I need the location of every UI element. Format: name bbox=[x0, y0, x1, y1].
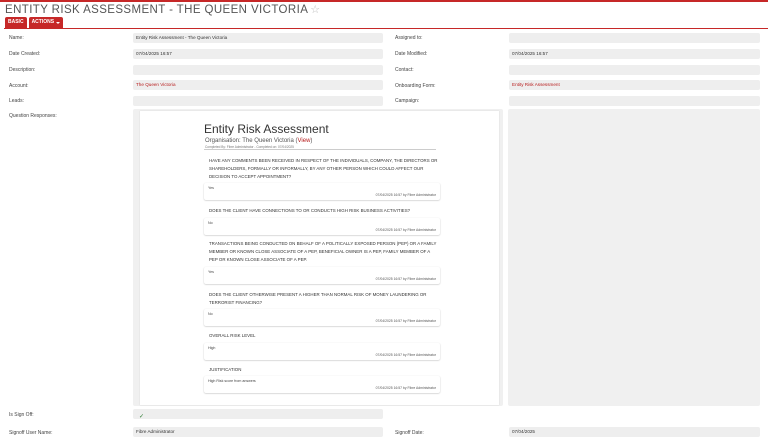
tab-bar bbox=[5, 17, 63, 28]
document-divider bbox=[204, 149, 436, 150]
campaign-value[interactable] bbox=[509, 96, 760, 106]
is-sign-off-label: Is Sign Off: bbox=[9, 412, 34, 418]
onboarding-form-label: Onboarding Form: bbox=[395, 83, 436, 89]
answer-2-meta: 07/04/2025 16:57 by Fibre Administrator bbox=[375, 228, 436, 232]
answer-4-meta: 07/04/2025 16:57 by Fibre Administrator bbox=[375, 319, 436, 323]
answer-card-4 bbox=[204, 309, 440, 326]
tab-actions-label: ACTIONS bbox=[31, 19, 55, 25]
document-title: Entity Risk Assessment bbox=[204, 122, 329, 136]
completed-by-line: Completed By: Fibre Administrator - Completed on: 07/04/2025 bbox=[205, 145, 294, 149]
contact-label: Contact: bbox=[395, 67, 414, 73]
contact-value[interactable] bbox=[509, 65, 760, 75]
assessment-document bbox=[140, 111, 499, 405]
signoff-date-value: 07/04/2025 bbox=[509, 427, 760, 437]
answer-2: No bbox=[208, 221, 213, 225]
answer-3-meta: 07/04/2025 16:57 by Fibre Administrator bbox=[375, 277, 436, 281]
question-4: DOES THE CLIENT OTHERWISE PRESENT A HIGHER THAN NORMAL RISK OF MONEY LAUNDERING OR TERRORIST FINANCING? bbox=[209, 292, 427, 305]
signoff-user-name-value: Fibre Administrator bbox=[133, 427, 383, 437]
top-accent-bar bbox=[0, 0, 768, 2]
answer-6-meta: 07/04/2025 16:57 by Fibre Administrator bbox=[375, 386, 436, 390]
date-modified-value: 07/04/2025 16:57 bbox=[509, 49, 760, 59]
question-5: OVERALL RISK LEVEL bbox=[209, 333, 256, 338]
question-3: TRANSACTIONS BEING CONDUCTED ON BEHALF OF A POLITICALLY EXPOSED PERSON (PEP) OR A FAMILY MEMBER OR KNOWN CLOSE ASSOCIATE OF A PEP, BENEFICIAL OWNER IS A PEP, FAMILY MEMBER OF A PEP OR KNOWN CLOSE ASSOCIATE OF A PEP. bbox=[209, 241, 437, 262]
assigned-to-label: Assigned to: bbox=[395, 35, 423, 41]
check-icon: ✓ bbox=[139, 414, 145, 420]
answer-1: Yes bbox=[208, 186, 214, 190]
onboarding-form-link[interactable]: Entity Risk Assessment bbox=[509, 80, 760, 90]
document-organisation bbox=[205, 138, 312, 144]
answer-card-5 bbox=[204, 343, 440, 360]
star-icon[interactable]: ☆ bbox=[310, 4, 321, 16]
assigned-to-value[interactable] bbox=[509, 33, 760, 43]
view-link[interactable]: View bbox=[297, 138, 311, 144]
question-1: HAVE ANY COMMENTS BEEN RECEIVED IN RESPECT OF THE INDIVIDUALS, COMPANY, THE DIRECTORS OR SHAREHOLDERS, FORMALLY OR INFORMALLY, BY ANY OTHER PERSON WHICH COULD AFFECT OUR DECISION TO ACCEPT APPOINTMENT? bbox=[209, 158, 438, 179]
answer-card-3 bbox=[204, 267, 440, 284]
tab-underline bbox=[4, 28, 768, 29]
description-label: Description: bbox=[9, 67, 36, 73]
name-value[interactable]: Entity Risk Assessment - The Queen Victoria bbox=[133, 33, 383, 43]
leads-value[interactable] bbox=[133, 96, 383, 106]
answer-card-1 bbox=[204, 183, 440, 200]
leads-label: Leads: bbox=[9, 98, 25, 104]
date-created-label: Date Created: bbox=[9, 51, 41, 57]
organisation-text: Organisation: The Queen Victoria ( bbox=[205, 138, 298, 144]
account-link[interactable]: The Queen Victoria bbox=[133, 80, 383, 90]
answer-5-meta: 07/04/2025 16:57 by Fibre Administrator bbox=[375, 353, 436, 357]
name-label: Name: bbox=[9, 35, 24, 41]
answer-4: No bbox=[208, 312, 213, 316]
page-title bbox=[5, 3, 321, 16]
date-created-value: 07/04/2025 16:57 bbox=[133, 49, 383, 59]
question-responses-label: Question Responses: bbox=[9, 113, 57, 119]
tab-actions[interactable] bbox=[29, 17, 64, 28]
answer-card-6 bbox=[204, 376, 440, 393]
signoff-date-label: Signoff Date: bbox=[395, 430, 424, 436]
account-label: Account: bbox=[9, 83, 29, 89]
date-modified-label: Date Modified: bbox=[395, 51, 428, 57]
answer-5: High bbox=[208, 346, 216, 350]
answer-card-2 bbox=[204, 218, 440, 235]
page-title-text: ENTITY RISK ASSESSMENT - THE QUEEN VICTORIA bbox=[5, 4, 309, 16]
tab-basic[interactable] bbox=[5, 17, 27, 28]
question-responses-side-panel bbox=[508, 109, 760, 406]
answer-6: High Risk score from answers bbox=[208, 379, 256, 383]
answer-1-meta: 07/04/2025 16:57 by Fibre Administrator bbox=[375, 193, 436, 197]
is-sign-off-field[interactable] bbox=[133, 409, 383, 419]
question-2: DOES THE CLIENT HAVE CONNECTIONS TO OR CONDUCTS HIGH RISK BUSINESS ACTIVITIES? bbox=[209, 208, 411, 213]
description-value[interactable] bbox=[133, 65, 383, 75]
campaign-label: Campaign: bbox=[395, 98, 420, 104]
tab-basic-label: BASIC bbox=[8, 19, 24, 25]
caret-down-icon bbox=[56, 22, 60, 24]
organisation-suffix: ) bbox=[310, 138, 313, 144]
answer-3: Yes bbox=[208, 270, 214, 274]
signoff-user-name-label: Signoff User Name: bbox=[9, 430, 53, 436]
question-6: JUSTIFICATION bbox=[209, 367, 242, 372]
